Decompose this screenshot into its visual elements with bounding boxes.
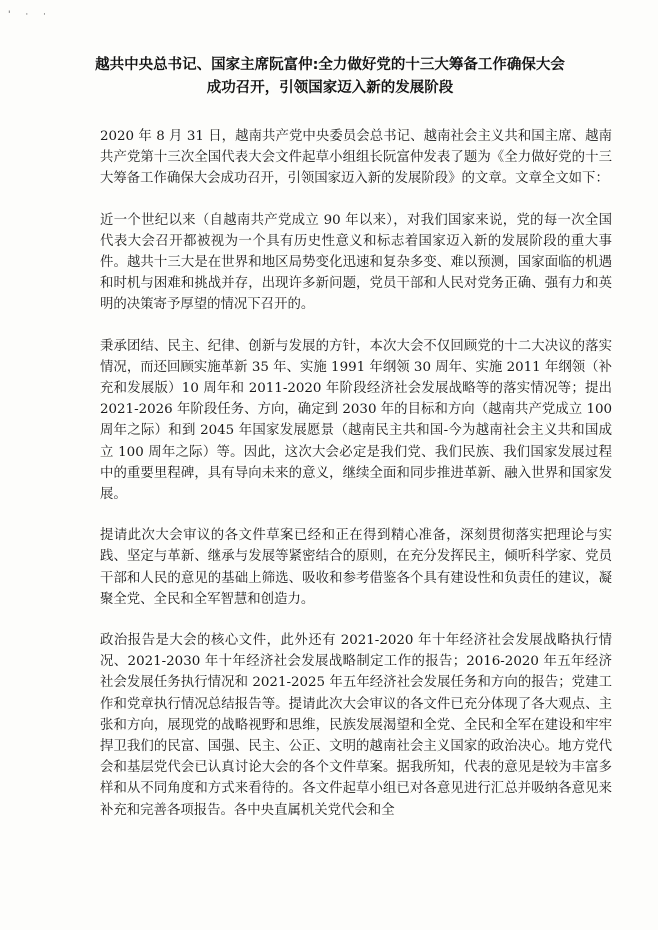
scan-specks: ' · · — [8, 10, 52, 20]
paragraph-4: 政治报告是大会的核心文件，此外还有 2021-2020 年十年经济社会发展战略执行情况、2021-2030 年十年经济社会发展战略制定工作的报告；2016-2020 年五年经济社会发展任务执行情况和 2021-2025 年五年经济社会发展任务和方向的报告；党建工作和党章执行情况总结报告等。提请此次大会审议的各文件已充分体现了各大观点、主张和方向，展现党的战略视野和思维，民族发展渴望和全党、全民和全军在建设和牢牢捍卫我们的民富、国强、民主、公正、文明的越南社会主义国家的政治决心。地方党代会和基层党代会已认真讨论大会的各个文件草案。据我所知，代表的意见是较为丰富多样和从不同角度和方式来看待的。各文件起草小组已对各意见进行汇总并吸纳各意见来补充和完善各项报告。各中央直属机关党代会和全 — [100, 633, 612, 818]
title-line-2: 成功召开，引领国家迈入新的发展阶段 — [206, 80, 454, 96]
paragraph-3: 提请此次大会审议的各文件草案已经和正在得到精心准备，深刻贯彻落实把理论与实践、坚定与革新、继承与发展等紧密结合的原则，在充分发挥民主，倾听科学家、党员干部和人民的意见的基础上筛选、吸收和参考借鉴各个具有建设性和负责任的建议，凝聚全党、全民和全军智慧和创造力。 — [100, 528, 612, 607]
title-line-1: 越共中央总书记、国家主席阮富仲:全力做好党的十三大筹备工作确保大会 — [95, 57, 565, 73]
document-body — [100, 126, 612, 841]
paragraph-2: 秉承团结、民主、纪律、创新与发展的方针，本次大会不仅回顾党的十二大决议的落实情况，而还回顾实施革新 35 年、实施 1991 年纲领 30 周年、实施 2011 年纲领（补充和发展版）10 周年和 2011-2020 年阶段经济社会发展战略等的落实情况等；提出 2021-2026 年阶段任务、方向，确定到 2030 年的目标和方向（越南共产党成立 100 周年之际）和到 2045 年国家发展愿景（越南民主共和国-今为越南社会主义共和国成立 100 周年之际）等。因此，这次大会必定是我们党、我们民族、我们国家发展过程中的重要里程碑，具有导向未来的意义，继续全面和同步推进革新、融入世界和国家发展。 — [100, 338, 612, 503]
paragraph-1: 近一个世纪以来（自越南共产党成立 90 年以来），对我们国家来说，党的每一次全国代表大会召开都被视为一个具有历史性意义和标志着国家迈入新的发展阶段的重大事件。越共十三大是在世界和地区局势变化迅速和复杂多变、难以预测，国家面临的机遇和时机与困难和挑战并存，出现许多新问题，党员干部和人民对党务正确、强有力和英明的决策寄予厚望的情况下召开的。 — [100, 212, 612, 313]
document-title — [80, 54, 580, 100]
paragraph-intro: 2020 年 8 月 31 日，越南共产党中央委员会总书记、越南社会主义共和国主席、越南共产党第十三次全国代表大会文件起草小组组长阮富仲发表了题为《全力做好党的十三大筹备工作确保大会成功召开，引领国家迈入新的发展阶段》的文章。文章全文如下： — [100, 129, 612, 187]
